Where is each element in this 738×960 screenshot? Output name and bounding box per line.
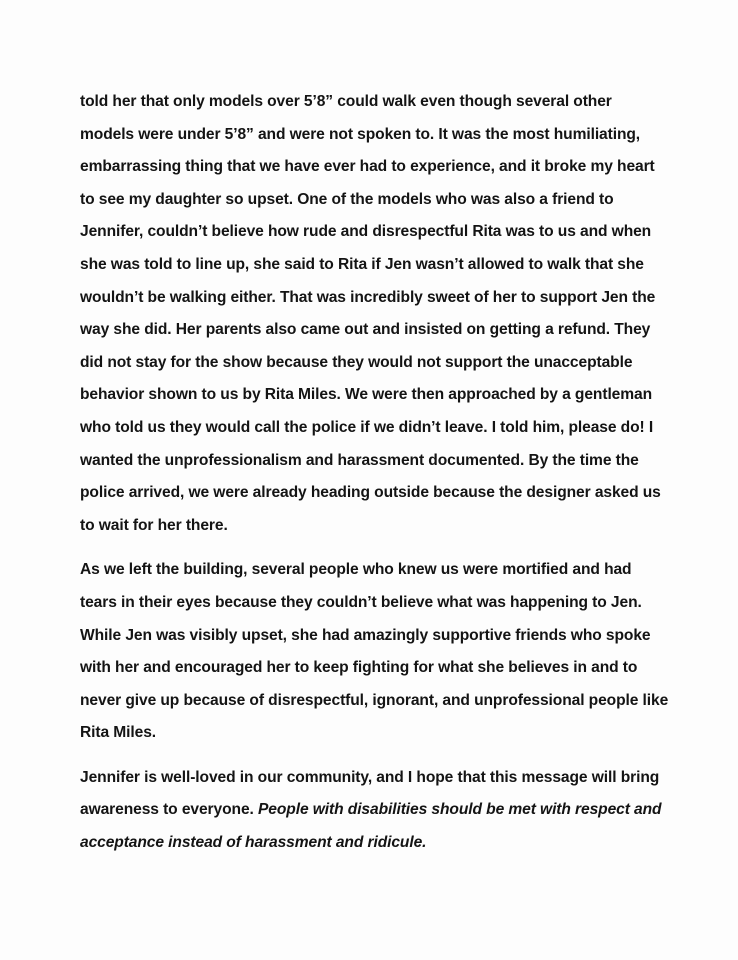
text-line: behavior shown to us by Rita Miles. We were then approached by a gentleman xyxy=(80,386,653,404)
text-line: As we left the building, several people who knew us were mortified and had xyxy=(80,561,632,579)
emphasized-text: People with disabilities should be met with respect and xyxy=(258,801,662,819)
text-line: embarrassing thing that we have ever had to experience, and it broke my heart xyxy=(80,158,655,176)
plain-text: awareness to everyone. xyxy=(80,801,254,819)
text-line: wanted the unprofessionalism and harassment documented. By the time the xyxy=(80,451,639,469)
text-line: never give up because of disrespectful, ignorant, and unprofessional people like xyxy=(80,691,669,709)
text-line xyxy=(80,794,680,827)
text-line: police arrived, we were already heading outside because the designer asked us xyxy=(80,484,661,502)
text-line: wouldn’t be walking either. That was incredibly sweet of her to support Jen the xyxy=(80,288,656,306)
document-body xyxy=(80,86,680,860)
text-line: While Jen was visibly upset, she had amazingly supportive friends who spoke xyxy=(80,626,651,644)
paragraph-3 xyxy=(80,762,680,860)
text-line: who told us they would call the police if we didn’t leave. I told him, please do! I xyxy=(80,418,654,436)
text-line: told her that only models over 5’8” could walk even though several other xyxy=(80,93,612,110)
text-line: with her and encouraged her to keep fighting for what she believes in and to xyxy=(80,659,638,677)
text-line: Jennifer is well-loved in our community, and I hope that this message will bring xyxy=(80,768,660,786)
text-line: tears in their eyes because they couldn’t believe what was happening to Jen. xyxy=(80,593,642,611)
paragraph-2 xyxy=(80,554,680,750)
text-line: Jennifer, couldn’t believe how rude and disrespectful Rita was to us and when xyxy=(80,223,652,241)
text-line xyxy=(80,827,680,860)
text-line: way she did. Her parents also came out and insisted on getting a refund. They xyxy=(80,321,651,339)
text-line: to see my daughter so upset. One of the models who was also a friend to xyxy=(80,190,614,208)
paragraph-1 xyxy=(80,86,680,542)
text-line: models were under 5’8” and were not spoken to. It was the most humiliating, xyxy=(80,125,641,143)
emphasized-text: acceptance instead of harassment and ridicule. xyxy=(80,834,427,852)
text-line: Rita Miles. xyxy=(80,724,157,742)
text-line: to wait for her there. xyxy=(80,516,228,534)
text-line: she was told to line up, she said to Rita if Jen wasn’t allowed to walk that she xyxy=(80,255,644,273)
text-line: did not stay for the show because they would not support the unacceptable xyxy=(80,353,633,371)
